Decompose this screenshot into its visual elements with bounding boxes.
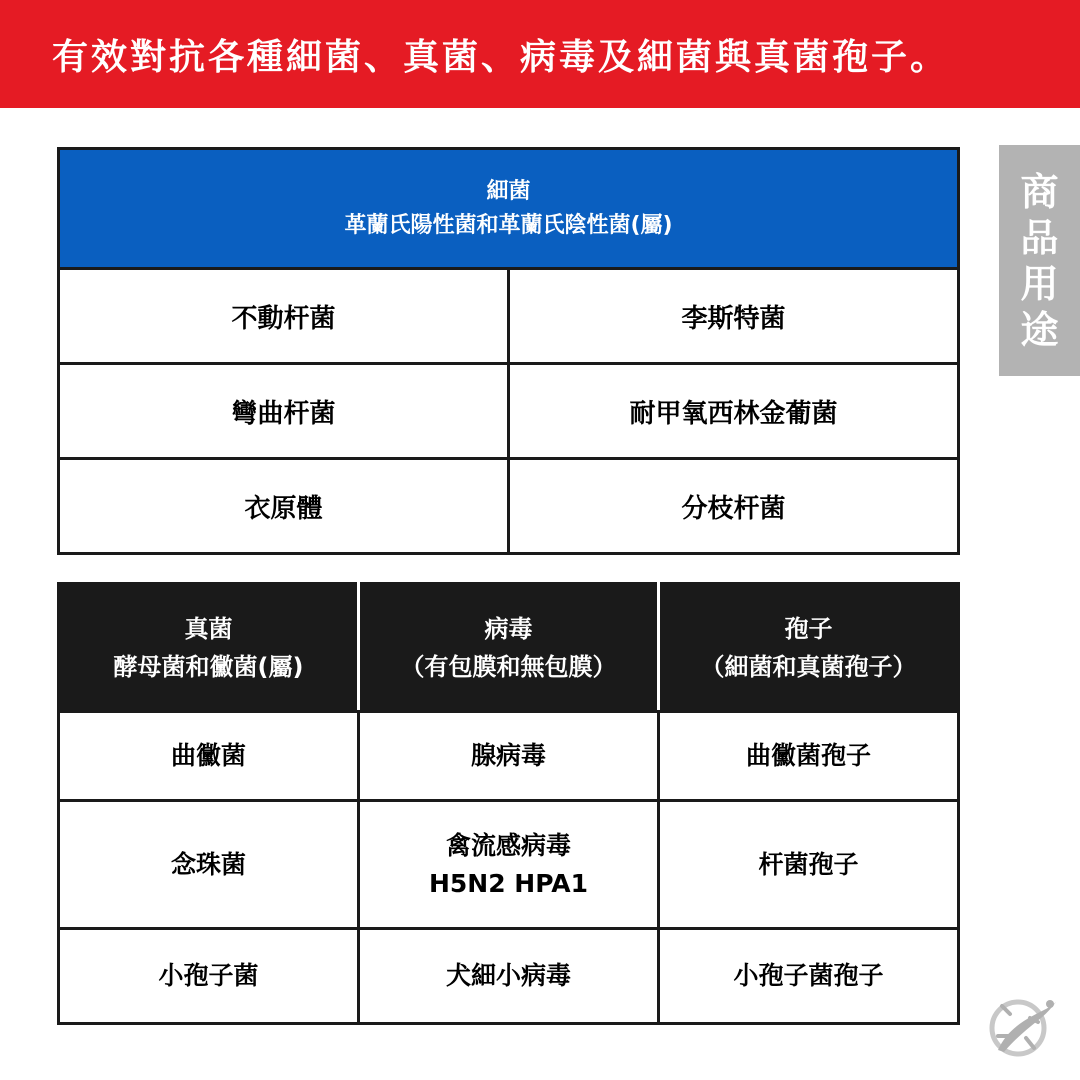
side-tab-char: 用: [1020, 261, 1059, 306]
table-cell: 腺病毒: [358, 712, 658, 801]
table-cell: 杆菌孢子: [658, 801, 958, 929]
table-row: [59, 712, 959, 801]
table-cell: 曲黴菌: [59, 712, 359, 801]
bacteria-table: [57, 147, 960, 555]
table-row: [59, 269, 959, 364]
table-cell: 犬細小病毒: [358, 929, 658, 1024]
table-row: [59, 801, 959, 929]
table-cell: 曲黴菌孢子: [658, 712, 958, 801]
fungi-header-title: 真菌: [184, 614, 233, 643]
table-cell: 彎曲杆菌: [59, 364, 509, 459]
banner-title: 有效對抗各種細菌、真菌、病毒及細菌與真菌孢子。: [52, 36, 950, 78]
spore-header-title: 孢子: [784, 614, 833, 643]
table-cell-line: 禽流感病毒: [445, 830, 571, 860]
table-cell: 耐甲氧西林金葡菌: [509, 364, 959, 459]
spore-header-subtitle: （細菌和真菌孢子）: [700, 652, 917, 681]
table-cell: 小孢子菌: [59, 929, 359, 1024]
table-row: [59, 364, 959, 459]
bacteria-header: [59, 149, 959, 269]
bacteria-header-subtitle: 革蘭氏陽性菌和革蘭氏陰性菌(屬): [344, 212, 673, 238]
bacteria-header-title: 細菌: [486, 178, 531, 204]
virus-header: [358, 584, 658, 712]
page-banner: [0, 0, 1080, 108]
table-cell-line: H5N2 HPA1: [428, 868, 588, 898]
side-tab-char: 品: [1020, 215, 1059, 260]
table-cell: 不動杆菌: [59, 269, 509, 364]
table-cell: [358, 801, 658, 929]
fungi-virus-spore-table: [57, 582, 960, 1025]
virus-header-title: 病毒: [484, 614, 533, 643]
gecko-logo-icon: [980, 992, 1060, 1060]
table-cell: 李斯特菌: [509, 269, 959, 364]
table-cell: 分枝杆菌: [509, 459, 959, 554]
table-cell: 念珠菌: [59, 801, 359, 929]
table-cell: 衣原體: [59, 459, 509, 554]
fungi-header-subtitle: 酵母菌和黴菌(屬): [113, 652, 304, 681]
fungi-header: [59, 584, 359, 712]
side-tab-char: 途: [1020, 307, 1059, 352]
spore-header: [658, 584, 958, 712]
table-row: [59, 929, 959, 1024]
virus-header-subtitle: （有包膜和無包膜）: [400, 652, 617, 681]
side-tab-product-usage: [999, 145, 1080, 376]
side-tab-char: 商: [1020, 169, 1059, 214]
table-row: [59, 459, 959, 554]
table-cell: 小孢子菌孢子: [658, 929, 958, 1024]
